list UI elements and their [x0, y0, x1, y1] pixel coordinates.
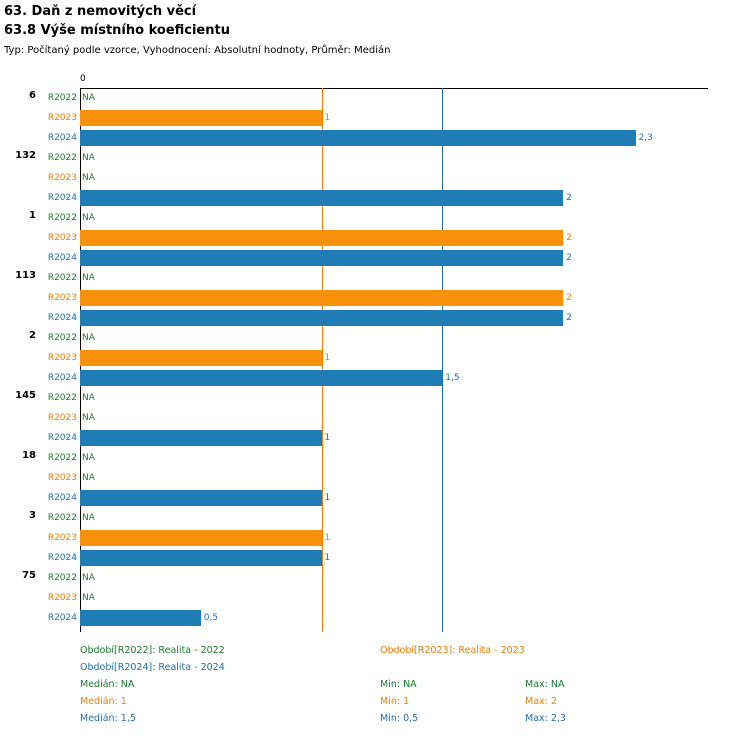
group-label: 3	[29, 510, 36, 521]
chart-bar-row	[47, 130, 708, 146]
legend-row-stats-2024	[80, 713, 740, 730]
chart-group	[29, 208, 708, 268]
legend-median-2022: Medián: NA	[80, 679, 135, 690]
series-label-r2023[interactable]: R2023	[47, 593, 77, 603]
chart-group	[29, 88, 708, 148]
legend-item-r2024: Období[R2024]: Realita - 2024	[80, 662, 225, 673]
series-label-r2022[interactable]: R2022	[47, 333, 77, 343]
bar-value-label-na: NA	[82, 333, 95, 343]
chart-group	[29, 328, 708, 388]
bar-value-label: 1	[324, 353, 331, 363]
legend-row-stats-2023	[80, 696, 740, 713]
bar-value-label: 1,5	[445, 373, 460, 383]
bar-r2023[interactable]	[80, 230, 563, 246]
bar-value-label: 1	[324, 533, 331, 543]
series-label-r2022[interactable]: R2022	[47, 213, 77, 223]
legend-max-2024: Max: 2,3	[525, 713, 566, 724]
chart-group	[22, 568, 708, 628]
bar-value-label-na: NA	[82, 573, 95, 583]
series-label-r2023[interactable]: R2023	[47, 293, 77, 303]
chart-bar-row	[47, 210, 708, 226]
group-label: 1	[29, 210, 36, 221]
chart-bar-row	[47, 530, 708, 546]
series-label-r2023[interactable]: R2023	[47, 533, 77, 543]
bar-r2023[interactable]	[80, 290, 563, 306]
series-label-r2024[interactable]: R2024	[47, 493, 77, 503]
bar-r2023[interactable]	[80, 350, 322, 366]
bar-r2023[interactable]	[80, 530, 322, 546]
series-label-r2024[interactable]: R2024	[47, 373, 77, 383]
chart-plot-area	[15, 88, 708, 632]
chart-header	[4, 2, 746, 58]
bar-r2024[interactable]	[80, 490, 322, 506]
chart-bar-row	[47, 330, 708, 346]
legend-median-2024: Medián: 1,5	[80, 713, 136, 724]
series-label-r2022[interactable]: R2022	[47, 453, 77, 463]
series-label-r2024[interactable]: R2024	[47, 313, 77, 323]
bar-value-label: 1	[324, 553, 331, 563]
chart-bar-row	[47, 90, 708, 106]
group-label: 2	[29, 330, 36, 341]
series-label-r2023[interactable]: R2023	[47, 233, 77, 243]
legend-item-r2022: Období[R2022]: Realita - 2022	[80, 645, 225, 656]
bar-value-label-na: NA	[82, 93, 95, 103]
chart-bar-row	[47, 190, 708, 206]
chart-group	[15, 148, 708, 208]
chart-bar-row	[47, 550, 708, 566]
chart-bar-row	[47, 430, 708, 446]
chart-bar-row	[47, 250, 708, 266]
bar-value-label-na: NA	[82, 593, 95, 603]
bar-value-label: 2,3	[638, 133, 653, 143]
chart-bar-row	[47, 290, 708, 306]
chart-bar-row	[47, 610, 708, 626]
bar-value-label-na: NA	[82, 153, 95, 163]
legend-min-2022: Min: NA	[380, 679, 417, 690]
bar-r2024[interactable]	[80, 370, 442, 386]
legend-max-2022: Max: NA	[525, 679, 565, 690]
series-label-r2024[interactable]: R2024	[47, 133, 77, 143]
page-title: 63. Daň z nemovitých věcí	[4, 4, 197, 19]
group-label: 18	[22, 450, 36, 461]
chart-bar-row	[47, 310, 708, 326]
chart-bar-row	[47, 370, 708, 386]
series-label-r2022[interactable]: R2022	[47, 273, 77, 283]
series-label-r2022[interactable]: R2022	[47, 153, 77, 163]
chart-bar-row	[47, 470, 708, 486]
chart-bar-row	[47, 150, 708, 166]
bar-r2024[interactable]	[80, 190, 563, 206]
bar-value-label-na: NA	[82, 513, 95, 523]
series-label-r2024[interactable]: R2024	[47, 253, 77, 263]
chart-bar-row	[47, 390, 708, 406]
bar-r2024[interactable]	[80, 130, 636, 146]
chart-bar-row	[47, 110, 708, 126]
chart-subtitle: Typ: Počítaný podle vzorce, Vyhodnocení: Absolutní hodnoty, Průměr: Medián	[4, 45, 391, 56]
bar-r2024[interactable]	[80, 610, 201, 626]
bar-value-label-na: NA	[82, 213, 95, 223]
group-label: 145	[15, 390, 36, 401]
series-label-r2024[interactable]: R2024	[47, 553, 77, 563]
bar-value-label: 0,5	[203, 613, 219, 623]
series-label-r2022[interactable]: R2022	[47, 573, 77, 583]
chart-bar-row	[47, 450, 708, 466]
bar-value-label: 2	[566, 253, 572, 263]
legend-row-series-2	[80, 662, 740, 679]
bar-value-label: 1	[324, 433, 331, 443]
series-label-r2024[interactable]: R2024	[47, 193, 77, 203]
series-label-r2022[interactable]: R2022	[47, 93, 77, 103]
bar-value-label-na: NA	[82, 393, 95, 403]
series-label-r2022[interactable]: R2022	[47, 393, 77, 403]
bar-value-label: 2	[566, 233, 572, 243]
group-label: 113	[15, 270, 36, 281]
series-label-r2023[interactable]: R2023	[47, 173, 77, 183]
bar-value-label-na: NA	[82, 473, 95, 483]
chart-bar-row	[47, 590, 708, 606]
bar-r2023[interactable]	[80, 110, 322, 126]
legend-row-series-1	[80, 645, 740, 662]
bar-value-label-na: NA	[82, 453, 95, 463]
chart-bar-row	[47, 350, 708, 366]
bar-value-label: 2	[566, 293, 572, 303]
series-label-r2024[interactable]: R2024	[47, 433, 77, 443]
bar-value-label-na: NA	[82, 273, 95, 283]
series-label-r2023[interactable]: R2023	[47, 413, 77, 423]
chart-title: 63.8 Výše místního koeficientu	[4, 23, 230, 38]
chart-group	[29, 508, 708, 568]
bar-r2024[interactable]	[80, 430, 322, 446]
chart-bar-row	[47, 570, 708, 586]
chart-bar-row	[47, 510, 708, 526]
series-label-r2024[interactable]: R2024	[47, 613, 77, 623]
bar-value-label: 2	[566, 313, 572, 323]
group-label: 75	[22, 570, 36, 581]
legend-row-stats-2022	[80, 679, 740, 696]
series-label-r2022[interactable]: R2022	[47, 513, 77, 523]
chart-group	[15, 388, 708, 448]
legend-min-2024: Min: 0,5	[380, 713, 419, 724]
chart-bar-row	[47, 490, 708, 506]
legend-max-2023: Max: 2	[525, 696, 557, 707]
chart-bar-row	[47, 270, 708, 286]
chart-group	[15, 268, 708, 328]
x-axis-zero-label: 0	[80, 74, 86, 84]
bar-value-label-na: NA	[82, 413, 95, 423]
bar-r2024[interactable]	[80, 250, 563, 266]
chart-legend	[80, 645, 740, 730]
series-label-r2023[interactable]: R2023	[47, 353, 77, 363]
bar-r2024[interactable]	[80, 310, 563, 326]
chart-group	[22, 448, 708, 508]
legend-item-r2023: Období[R2023]: Realita - 2023	[380, 645, 525, 656]
bar-value-label: 2	[566, 193, 572, 203]
group-label: 6	[29, 90, 36, 101]
chart-bar-row	[47, 410, 708, 426]
group-label: 132	[15, 150, 36, 161]
series-label-r2023[interactable]: R2023	[47, 473, 77, 483]
chart-bar-row	[47, 170, 708, 186]
bar-r2024[interactable]	[80, 550, 322, 566]
bar-value-label: 1	[324, 493, 331, 503]
legend-min-2023: Min: 1	[380, 696, 410, 707]
bar-value-label: 1	[324, 113, 331, 123]
series-label-r2023[interactable]: R2023	[47, 113, 77, 123]
chart-bar-row	[47, 230, 708, 246]
legend-median-2023: Medián: 1	[80, 696, 127, 707]
bar-value-label-na: NA	[82, 173, 95, 183]
